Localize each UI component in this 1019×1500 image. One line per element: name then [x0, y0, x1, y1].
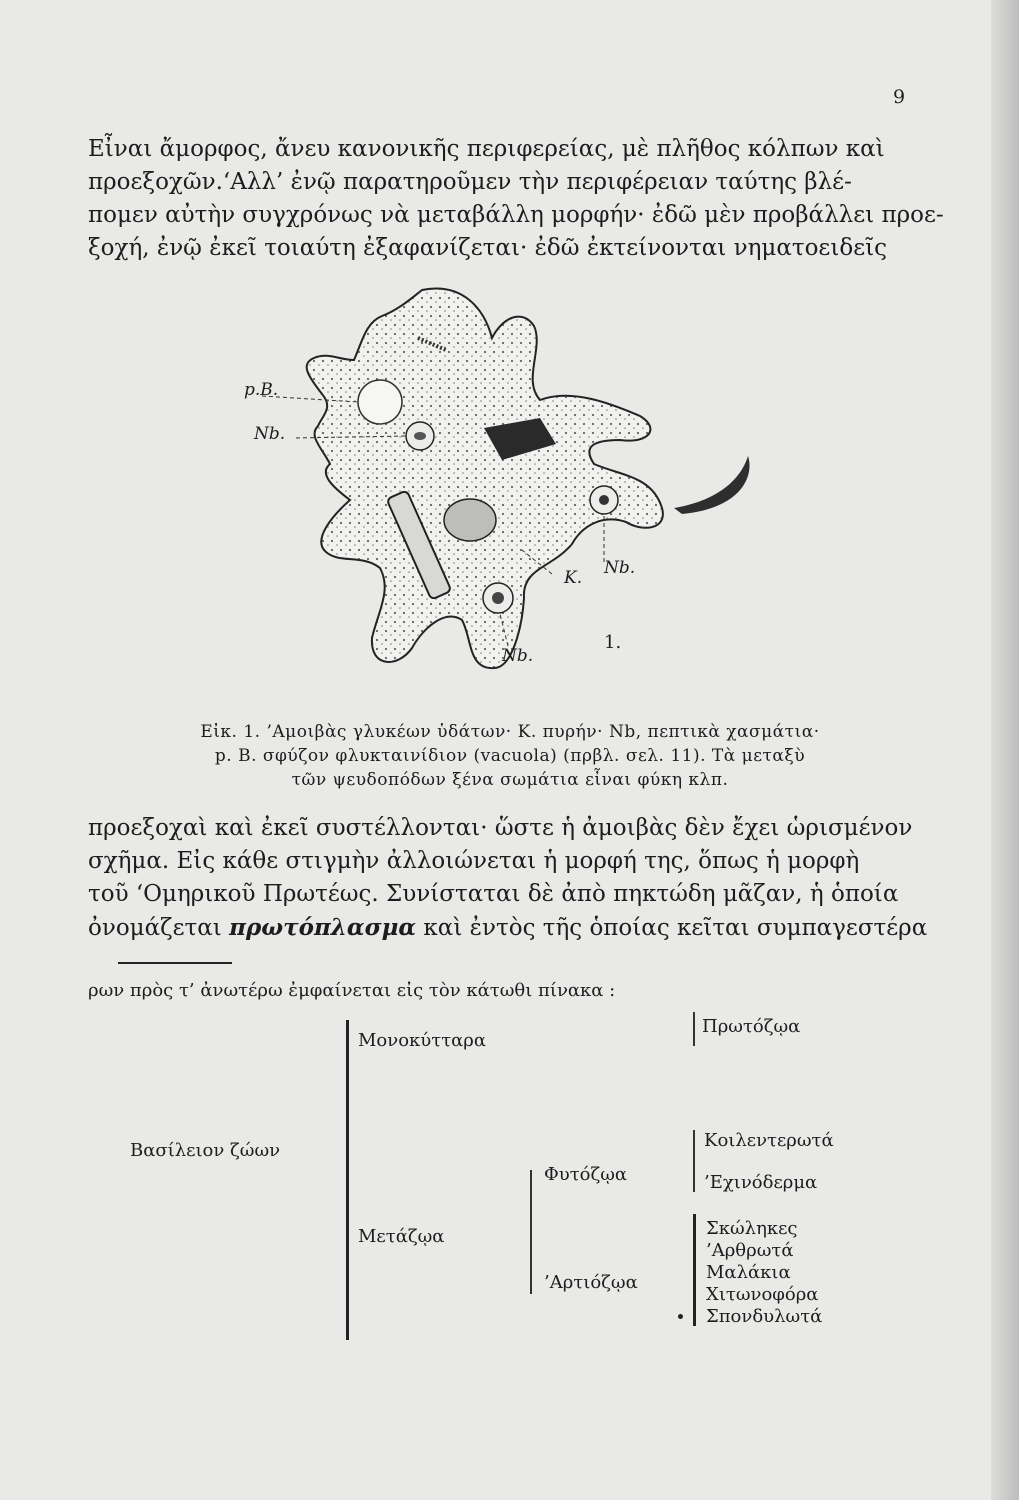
paragraph-bottom: [88, 812, 928, 945]
table-phytozoa: Φυτόζῳα: [544, 1164, 628, 1185]
figure-number: 1.: [604, 632, 622, 653]
label-pb: p.B.: [244, 380, 279, 400]
text-line: ξοχή, ἐνῷ ἐκεῖ τοιαύτη ἐξαφανίζεται· ἐδῶ ἐκτείνονται νηματοειδεῖς: [88, 235, 888, 261]
caption-line: τῶν ψευδοπόδων ξένα σωμάτια εἶναι φύκη κλπ.: [291, 770, 729, 790]
brace-artiozoa: [693, 1214, 696, 1326]
table-coelenterata: Κοιλεντερωτά: [704, 1130, 834, 1151]
nucleus: [444, 499, 496, 541]
table-root: Βασίλειον ζώων: [130, 1140, 281, 1161]
text-line: Εἶναι ἄμορφος, ἄνευ κανονικῆς περιφερείας, μὲ πλῆθος κόλπων καὶ: [88, 136, 885, 162]
brace-kingdom: [346, 1020, 349, 1340]
footnote-text: ρων πρὸς τ’ ἀνωτέρω ἐμφαίνεται εἰς τὸν κάτωθι πίνακα :: [88, 980, 616, 1001]
label-nb-right: Nb.: [604, 558, 636, 578]
text-segment: καὶ ἐντὸς τῆς ὁποίας κεῖται συμπαγεστέρα: [416, 915, 928, 941]
emphasis-term: πρωτόπλασμα: [229, 914, 417, 941]
pulsating-vacuole: [358, 380, 402, 424]
table-protozoa: Πρωτόζῳα: [702, 1016, 801, 1037]
table-metazoa: Μετάζῳα: [358, 1226, 445, 1247]
footnote-divider: [118, 962, 232, 964]
text-line: τοῦ ‘Ομηρικοῦ Πρωτέως. Συνίσταται δὲ ἀπὸ πηκτώδη μᾶζαν, ἡ ὁποία: [88, 881, 899, 907]
paragraph-top: [88, 133, 944, 265]
label-nb-bottom: Nb.: [502, 646, 534, 666]
table-echinoderma: ’Εχινόδερμα: [704, 1172, 818, 1193]
brace-metazoa: [530, 1170, 532, 1294]
label-k: K.: [564, 568, 583, 588]
label-nb-left: Nb.: [254, 424, 286, 444]
page-number: 9: [893, 86, 906, 108]
table-artiozoa: ’Αρτιόζῳα: [544, 1272, 638, 1293]
table-monocellular: Μονοκύτταρα: [358, 1030, 487, 1051]
caption-line: Εἰκ. 1. ’Αμοιβὰς γλυκέων ὑδάτων· Κ. πυρήν· Nb, πεπτικὰ χασμάτια·: [200, 722, 820, 742]
table-group-item: Σπονδυλωτά: [706, 1306, 823, 1327]
amoeba-figure: [222, 268, 782, 700]
amoeba-illustration: [222, 268, 782, 700]
figure-caption: [100, 720, 920, 792]
crescent-alga: [674, 456, 750, 514]
text-line: προεξοχῶν.‘Αλλ’ ἐνῷ παρατηροῦμεν τὴν περιφέρειαν ταύτης βλέ-: [88, 169, 852, 195]
table-group-item: Μαλάκια: [706, 1262, 791, 1283]
text-line: προεξοχαὶ καὶ ἐκεῖ συστέλλονται· ὥστε ἡ ἀμοιβὰς δὲν ἔχει ὡρισμένον: [88, 815, 913, 841]
brace-protozoa: [693, 1012, 695, 1046]
text-line: σχῆμα. Εἰς κάθε στιγμὴν ἀλλοιώνεται ἡ μορφή της, ὅπως ἡ μορφὴ: [88, 848, 860, 874]
text-segment: ὀνομάζεται: [88, 915, 230, 941]
brace-phytozoa: [693, 1130, 695, 1192]
text-line-last: [88, 911, 928, 945]
text-line: πομεν αὐτὴν συγχρόνως νὰ μεταβάλλη μορφήν· ἐδῶ μὲν προβάλλει προε-: [88, 202, 944, 228]
page-edge-shadow: [991, 0, 1019, 1500]
table-group-item: ’Αρθρωτά: [706, 1240, 794, 1261]
table-group-item: Σκώληκες: [706, 1218, 798, 1239]
caption-line: p. B. σφύζον φλυκταινίδιον (vacuola) (πρβλ. σελ. 11). Τὰ μεταξὺ: [214, 746, 806, 766]
table-group-item: Χιτωνοφόρα: [706, 1284, 819, 1305]
bullet-dot: [678, 1314, 683, 1319]
